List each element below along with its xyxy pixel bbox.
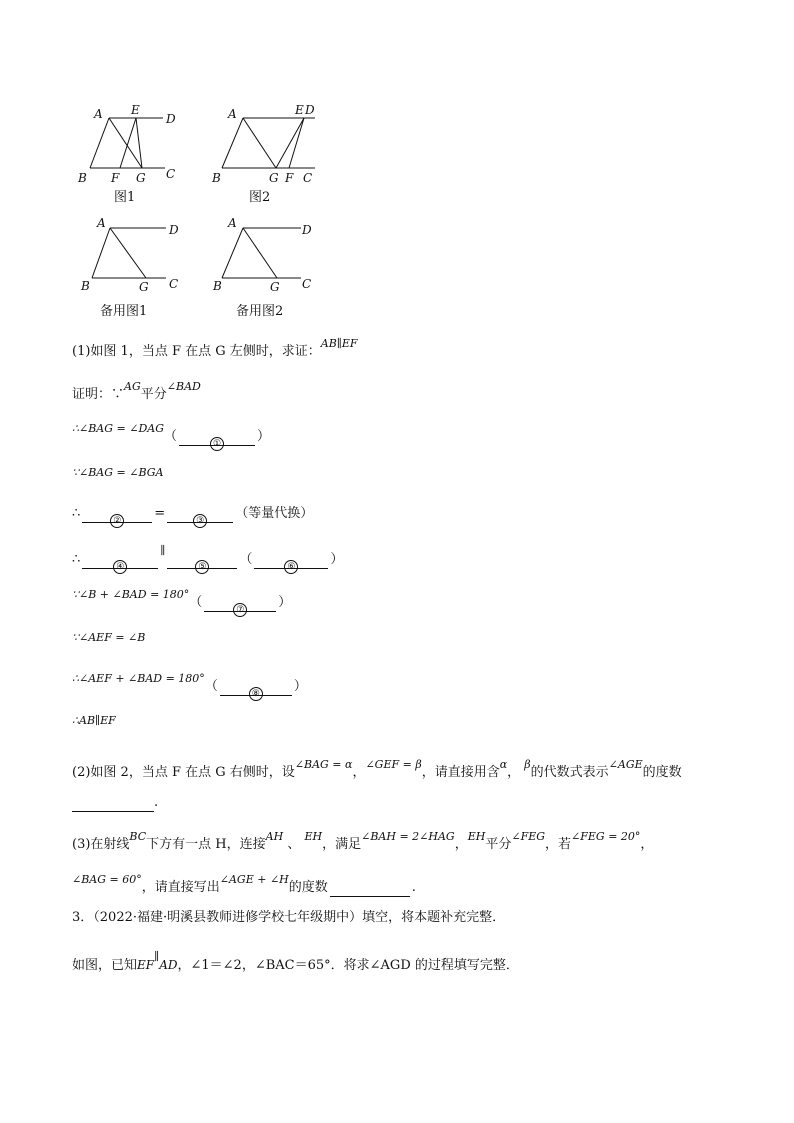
proof-line-6: $^{\because\angle B + \angle BAD = 180^\circ}$（ ⑦ ） <box>72 588 292 615</box>
fig2-label-E: E <box>295 103 304 117</box>
part3-end: . <box>411 880 416 895</box>
problem3-text-b: ，∠1＝∠2，∠BAC＝65°．将求∠AGD 的过程填写完整． <box>177 958 519 973</box>
fig2-label-C: C <box>303 171 313 185</box>
blank-6-label: ⑥ <box>284 560 298 574</box>
blank-4[interactable] <box>82 552 158 572</box>
fig2-caption: 图2 <box>249 190 271 205</box>
part3-stem: (3)在射线$^{BC}$下方有一点 H，连接$^{AH}$ 、 $^{EH}$，满足$^{\angle BAH = 2\angle HAG}$，$^{EH}$平分$^{\angle FEG}$，若$^{\angle FEG = 20^\circ}$， <box>72 830 654 852</box>
part3-text-f: ，请直接写出 <box>141 880 220 895</box>
blank-2[interactable] <box>82 506 152 526</box>
part1-stem-text: (1)如图 1，当点 F 在点 G 左侧时，求证： <box>72 344 321 359</box>
part2-answer-line <box>72 794 158 812</box>
part3-math-feg20: ∠FEG = 20° <box>571 830 641 843</box>
fig1-label-C: C <box>166 167 176 181</box>
part3-math-sum: ∠AGE + ∠H <box>219 873 289 886</box>
proof-line-8: $^{\therefore\angle AEF + \angle BAD = 180^\circ}$（ ⑧ ） <box>72 672 307 699</box>
part3-text-a: (3)在射线 <box>72 837 130 852</box>
part3-text-e: ，若 <box>545 837 572 852</box>
alt2-label-C: C <box>302 277 312 291</box>
proof-l4-note: （等量代换） <box>235 506 314 521</box>
alt2-caption: 备用图2 <box>236 304 284 319</box>
alt1-label-B: B <box>81 279 90 293</box>
part3-math-eh: EH <box>304 830 323 843</box>
blank-8-label: ⑧ <box>249 687 263 701</box>
fig2-label-F: F <box>285 171 294 185</box>
fig1-label-D: D <box>166 112 176 126</box>
part2-text-d: 的度数 <box>642 765 682 780</box>
part3-math-ah: AH <box>265 830 284 843</box>
part2-math-b: ∠GEF = β <box>365 758 422 771</box>
blank-2-label: ② <box>110 514 124 528</box>
blank-6[interactable] <box>254 552 328 572</box>
fig1-caption: 图1 <box>114 190 136 205</box>
alt1-label-C: C <box>169 277 179 291</box>
proof-l6-math: ∵∠B + ∠BAD = 180° <box>72 588 190 601</box>
part3-line-2 <box>72 873 416 897</box>
blank-8[interactable] <box>220 679 292 699</box>
fig2-label-A: A <box>228 107 237 121</box>
proof-l9-math: ∴AB∥EF <box>72 714 116 727</box>
figure-1 <box>70 98 200 210</box>
alt1-caption: 备用图1 <box>100 304 148 319</box>
proof-bad: ∠BAD <box>166 380 201 393</box>
part3-math-bag60: ∠BAG = 60° <box>72 873 142 886</box>
proof-l5-parallel: ∥ <box>160 544 166 557</box>
proof-l2-math: ∴∠BAG = ∠DAG <box>72 422 165 435</box>
part2-math-age: ∠AGE <box>608 758 643 771</box>
blank-3-label: ③ <box>193 514 207 528</box>
blank-1[interactable] <box>179 429 255 449</box>
problem3-text-a: 如图，已知 <box>72 958 138 973</box>
problem3-parallel: ∥ <box>154 950 160 963</box>
problem3-stem <box>72 950 519 975</box>
blank-1-label: ① <box>210 437 224 451</box>
blank-4-label: ④ <box>113 560 127 574</box>
proof-bisect-text: 平分 <box>140 387 167 402</box>
part3-sep: 、 <box>287 837 301 852</box>
proof-line-3 <box>72 466 164 490</box>
proof-prefix: 证明：∵ <box>72 387 125 402</box>
fig1-label-E: E <box>131 103 140 117</box>
part3-text-b: 下方有一点 H，连接 <box>146 837 266 852</box>
part2-math-beta: β <box>524 758 531 771</box>
fig2-label-D: D <box>305 103 315 117</box>
part3-math-feg: ∠FEG <box>511 830 546 843</box>
fig1-label-B: B <box>78 171 87 185</box>
proof-l8-math: ∴∠AEF + ∠BAD = 180° <box>72 672 205 685</box>
alt1-label-A: A <box>97 216 106 230</box>
part3-text-c: ，满足 <box>322 837 362 852</box>
problem3-math-ad: AD <box>159 958 178 972</box>
part2-text-c: 的代数式表示 <box>530 765 609 780</box>
fig1-label-A: A <box>94 107 103 121</box>
fig2-label-G: G <box>269 171 279 185</box>
part1-stem-math: AB∥EF <box>320 337 358 350</box>
proof-line-2: $^{\therefore\angle BAG = \angle DAG}$（ ① ） <box>72 422 271 449</box>
part3-text-d: 平分 <box>485 837 512 852</box>
therefore-5: ∴ <box>72 552 81 567</box>
part3-math-cond: ∠BAH = 2∠HAG <box>361 830 455 843</box>
proof-line-5: ∴ ④∥⑤ （ ⑥ ） <box>72 544 344 572</box>
proof-l3-math: ∵∠BAG = ∠BGA <box>72 466 164 479</box>
proof-line-4 <box>72 505 314 526</box>
blank-3[interactable] <box>167 506 233 526</box>
proof-l7-math: ∵∠AEF = ∠B <box>72 631 146 644</box>
part2-math-alpha: α <box>499 758 508 771</box>
alt2-label-A: A <box>228 216 237 230</box>
part1-stem <box>72 337 358 361</box>
proof-line-bisect <box>72 380 201 404</box>
fig2-label-B: B <box>212 171 221 185</box>
proof-l4-eq: = <box>154 506 166 521</box>
part2-math-a: ∠BAG = α <box>294 758 353 771</box>
blank-7-label: ⑦ <box>233 603 247 617</box>
therefore-4: ∴ <box>72 506 81 521</box>
part3-text-g: 的度数 <box>288 880 328 895</box>
alt-figure-1 <box>70 210 200 322</box>
part2-text-a: (2)如图 2，当点 F 在点 G 右侧时，设 <box>72 765 295 780</box>
blank-7[interactable] <box>204 595 276 615</box>
part2-answer-blank[interactable] <box>72 795 154 812</box>
problem3-math-ef: EF <box>137 958 155 972</box>
fig1-label-G: G <box>136 171 146 185</box>
alt1-label-D: D <box>169 223 179 237</box>
fig1-label-F: F <box>111 171 120 185</box>
alt2-label-D: D <box>302 223 312 237</box>
proof-line-9 <box>72 714 116 738</box>
part2-stem: (2)如图 2，当点 F 在点 G 右侧时，设$^{\angle BAG = \alpha}$，$^{\angle GEF = \beta}$，请直接用含$^\alpha$， $^\beta$的代数式表示$^{\angle AGE}$的度数 <box>72 758 682 780</box>
part3-math-eh2: EH <box>467 830 486 843</box>
problem3-title-text: 3．（2022·福建·明溪县教师进修学校七年级期中）填空，将本题补充完整． <box>72 910 506 925</box>
proof-ag: AG <box>124 380 141 393</box>
part3-answer-blank[interactable] <box>330 880 410 897</box>
part2-end: . <box>154 795 159 810</box>
alt2-label-G: G <box>270 280 280 294</box>
alt-figure-2 <box>205 210 335 322</box>
part2-text-b: ，请直接用含 <box>421 765 500 780</box>
blank-5-label: ⑤ <box>195 560 209 574</box>
alt2-label-B: B <box>213 279 222 293</box>
figure-2 <box>205 98 335 210</box>
blank-5[interactable] <box>167 552 237 572</box>
problem3-title <box>72 909 505 927</box>
part3-math-bc: BC <box>129 830 147 843</box>
proof-line-7 <box>72 631 146 655</box>
alt1-label-G: G <box>139 280 149 294</box>
